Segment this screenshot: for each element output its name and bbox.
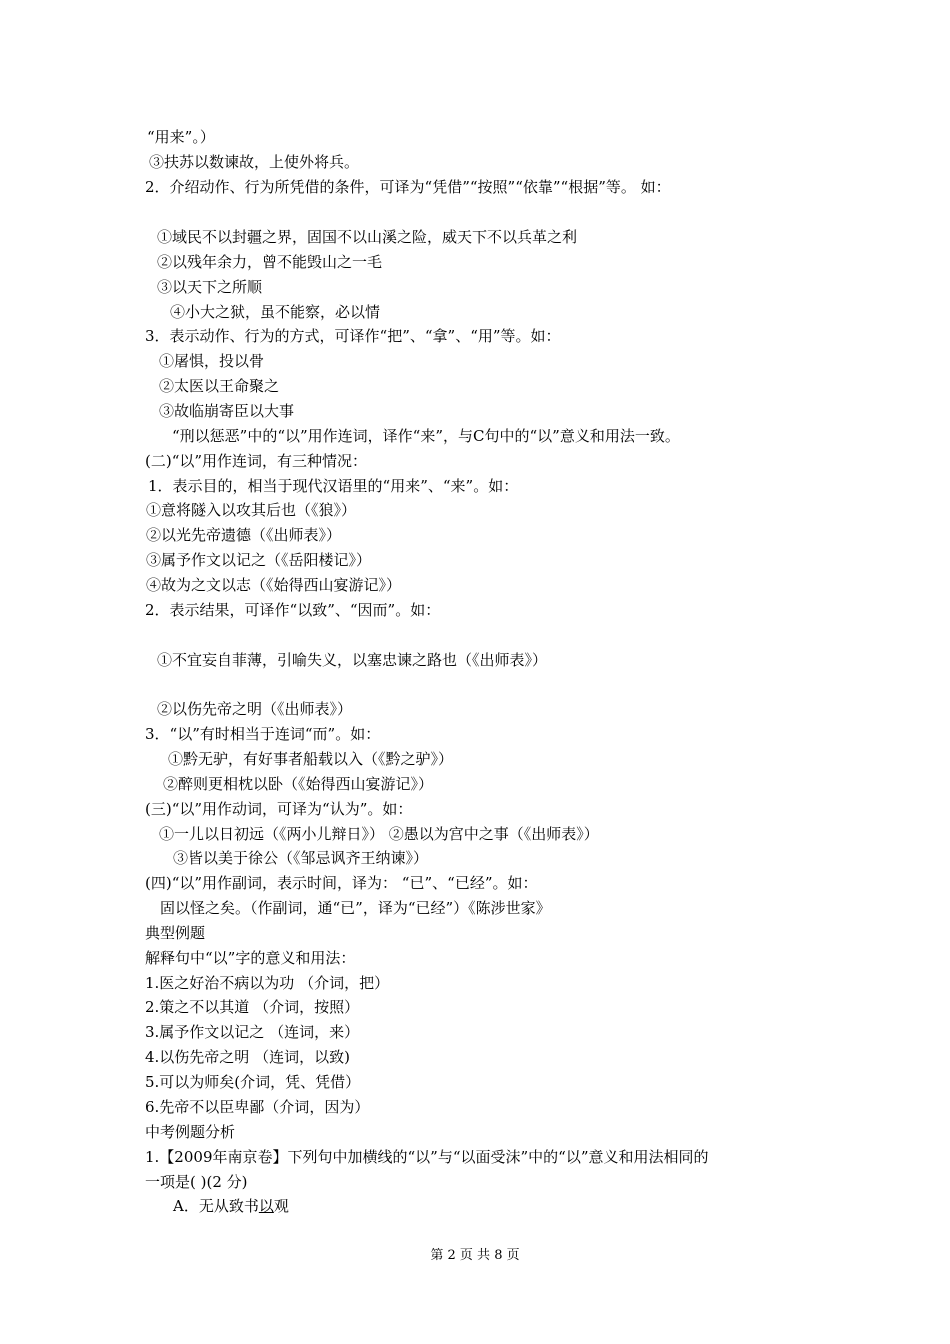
text-line: 4.以伤先帝之明 （连词，以致) (145, 1048, 350, 1066)
text-line: ②以残年余力，曾不能毁山之一毛 (157, 253, 383, 271)
text-line: ②醉则更相枕以卧（《始得西山宴游记》） (163, 775, 434, 793)
text-line: 3.属予作文以记之 （连词，来） (145, 1023, 360, 1041)
text-line: ③扶苏以数谏故，上使外将兵。 (149, 153, 360, 171)
text-line: ①黔无驴，有好事者船载以入（《黔之驴》） (168, 750, 454, 768)
text-line: 3．表示动作、行为的方式，可译作“把”、“拿”、“用”等。如： (145, 327, 561, 345)
text-line: (二)“以”用作连词，有三种情况： (145, 452, 368, 470)
text-line: ①屠惧，投以骨 (159, 352, 265, 370)
text-line: “刑以惩恶”中的“以”用作连词，译作“来”，与C句中的“以”意义和用法一致。 (172, 427, 680, 445)
text-line: 中考例题分析 (145, 1123, 236, 1141)
text-line: 6.先帝不以臣卑鄙（介词，因为） (145, 1098, 370, 1116)
option-a-suffix: 观 (273, 1197, 289, 1215)
text-line: 1.医之好治不病以为功 （介词，把） (145, 974, 390, 992)
text-line: (四)“以”用作副词，表示时间，译为： “已”、“已经”。如： (145, 874, 538, 892)
text-line: ③故临崩寄臣以大事 (159, 402, 295, 420)
text-line: ①意将隧入以攻其后也（《狼》） (146, 501, 357, 519)
text-line: 5.可以为师矣(介词，凭、凭借） (145, 1073, 361, 1091)
text-line: ③以天下之所顺 (157, 278, 263, 296)
text-line: 典型例题 (145, 924, 206, 942)
text-line: ①一儿以日初远（《两小儿辩日》） ②愚以为宫中之事（《出师表》） (159, 825, 599, 843)
text-line: ②以光先帝遗德（《出师表》） (146, 526, 342, 544)
text-line: ④小大之狱，虽不能察，必以情 (170, 303, 381, 321)
option-a-line (173, 1196, 289, 1216)
option-a-prefix: A．无从致书 (173, 1197, 259, 1215)
text-line: 1．表示目的，相当于现代汉语里的“用来”、“来”。如： (148, 477, 519, 495)
text-line: 解释句中“以”字的意义和用法： (145, 949, 356, 967)
text-line: ②以伤先帝之明（《出师表》） (157, 700, 353, 718)
text-line: ②太医以王命聚之 (159, 377, 280, 395)
text-line: ③皆以美于徐公（《邹忌讽齐王纳谏》） (173, 849, 429, 867)
text-line: (三)“以”用作动词，可译为“认为”。如： (145, 800, 413, 818)
text-line: 一项是( )(2 分) (145, 1173, 248, 1191)
text-line: 固以怪之矣。（作副词，通“已”，译为“已经”）《陈涉世家》 (160, 899, 551, 917)
text-line: “用来”。） (147, 128, 215, 146)
text-line: 1.【2009年南京卷】下列句中加横线的“以”与“以面受沫”中的“以”意义和用法相同的 (145, 1148, 709, 1166)
text-line: ④故为之文以志（《始得西山宴游记》） (146, 576, 402, 594)
text-line: 2.策之不以其道 （介词，按照） (145, 998, 360, 1016)
text-line: 2．表示结果，可译作“以致”、“因而”。如： (145, 601, 441, 619)
underlined-char: 以 (258, 1197, 274, 1215)
text-line: 2．介绍动作、行为所凭借的条件，可译为“凭借”“按照”“依靠”“根据”等。 如： (145, 178, 671, 196)
text-line: ③属予作文以记之（《岳阳楼记》） (146, 551, 372, 569)
text-line: ①不宜妄自菲薄，引喻失义，以塞忠谏之路也（《出师表》） (157, 651, 548, 669)
page-footer: 第 2 页 共 8 页 (430, 1248, 520, 1263)
text-line: 3．“以”有时相当于连词“而”。如： (145, 725, 381, 743)
text-line: ①域民不以封疆之界，固国不以山溪之险，威天下不以兵革之利 (157, 228, 578, 246)
